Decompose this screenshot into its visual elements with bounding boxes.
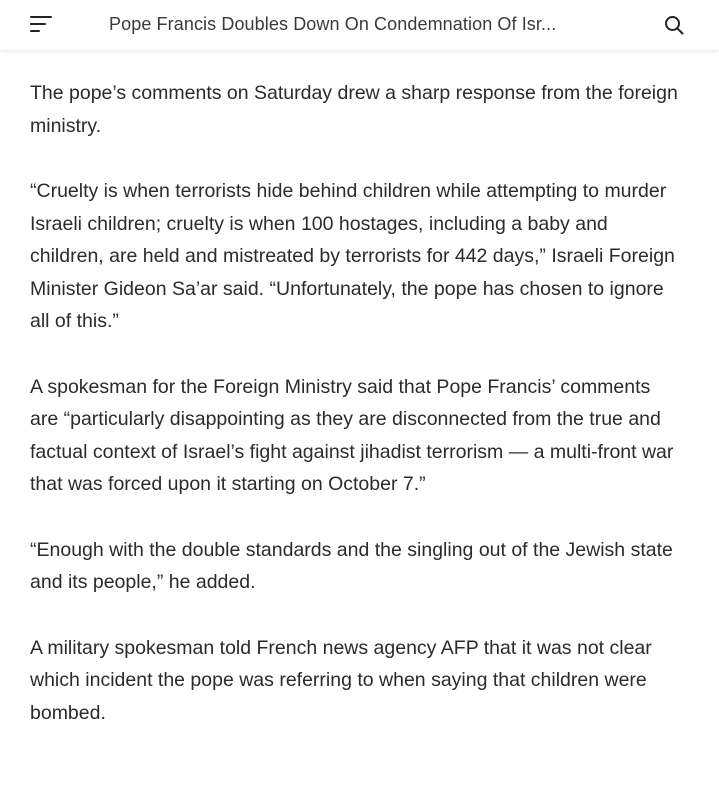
search-icon-graphic [662, 13, 686, 37]
hamburger-menu-icon[interactable] [24, 11, 56, 39]
article-paragraph: “Enough with the double standards and the singling out of the Jewish state and its people,” he added. [30, 538, 673, 593]
menu-line [30, 23, 46, 25]
article-paragraph: The pope’s comments on Saturday drew a sharp response from the foreign ministry. [30, 82, 678, 137]
menu-line [30, 16, 52, 18]
page-title: Pope Francis Doubles Down On Condemnation Of Isr... [109, 14, 557, 34]
article-paragraph: “Cruelty is when terrorists hide behind children while attempting to murder Israeli children; cruelty is when 100 hostages, including a baby and children, are held and mistreated by terrorists for 442 days,” Israeli Foreign Minister Gideon Sa’ar said. “Unfortunately, the pope has chosen to ignore all of this.” [30, 180, 675, 332]
article-paragraph: A spokesman for the Foreign Ministry said that Pope Francis’ comments are “particularly disappointing as they are disconnected from the true and factual context of Israel’s fight against jihadist terrorism — a multi-front war that was forced upon it starting on October 7.” [30, 375, 674, 495]
article-body [30, 77, 680, 762]
search-icon[interactable] [662, 13, 686, 37]
top-bar [0, 0, 719, 50]
article-paragraph: A military spokesman told French news agency AFP that it was not clear which incident the pope was referring to when saying that children were bombed. [30, 636, 652, 724]
menu-line [30, 30, 40, 32]
